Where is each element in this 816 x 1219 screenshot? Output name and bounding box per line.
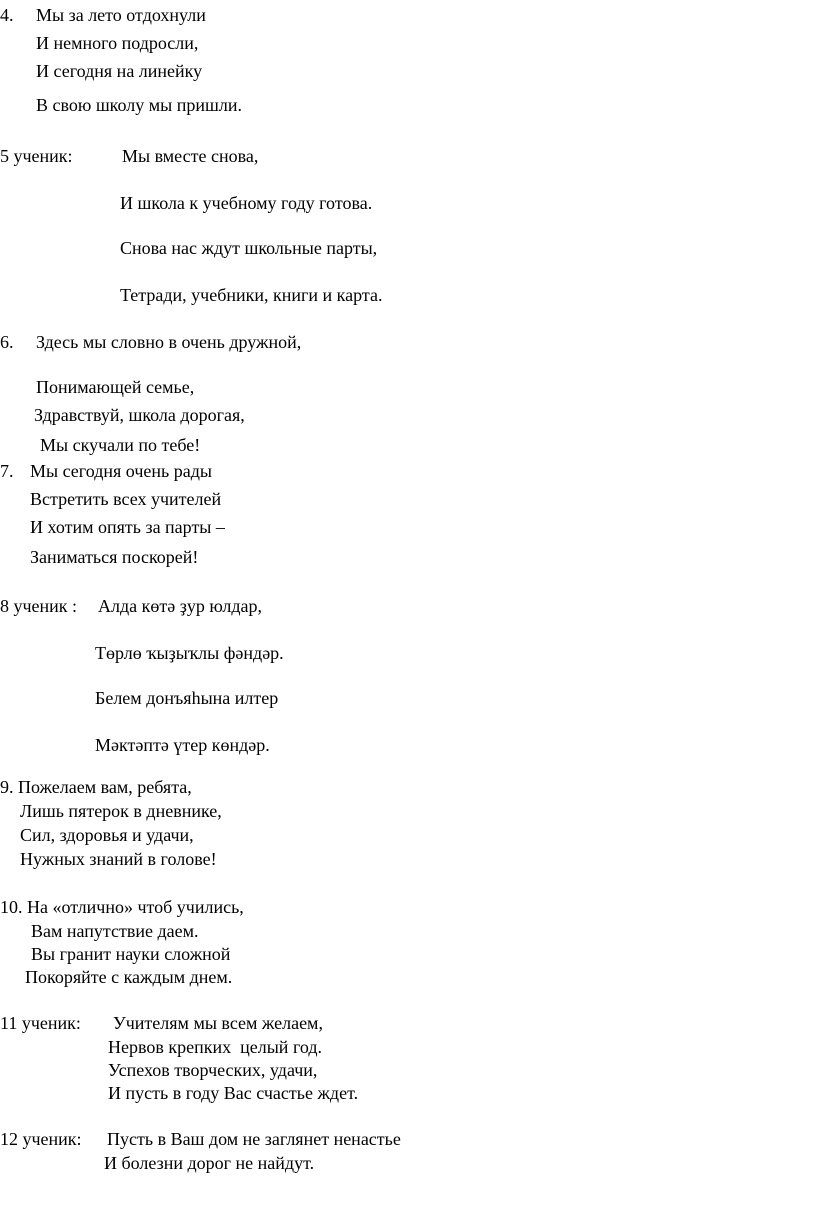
poem-line: Учителям мы всем желаем, xyxy=(113,1013,323,1033)
poem-line: Лишь пятерок в дневнике, xyxy=(20,801,222,821)
poem-line: Мы вместе снова, xyxy=(122,146,259,166)
stanza-number: 7. xyxy=(0,461,14,481)
poem-line: Здесь мы словно в очень дружной, xyxy=(36,332,302,352)
poem-line: Мы скучали по тебе! xyxy=(40,435,201,455)
poem-line: Вам напутствие даем. xyxy=(31,921,199,941)
poem-line: Пусть в Ваш дом не заглянет ненастье xyxy=(107,1129,401,1149)
stanza-number: 4. xyxy=(0,5,14,25)
poem-line: И немного подросли, xyxy=(36,33,199,53)
poem-line: Мәктәптә үтер көндәр. xyxy=(95,735,270,755)
poem-line: Тетради, учебники, книги и карта. xyxy=(120,285,383,305)
poem-line: И хотим опять за парты – xyxy=(30,517,225,537)
poem-line: Белем донъяһына илтер xyxy=(95,688,279,708)
poem-line: И болезни дорог не найдут. xyxy=(104,1153,315,1173)
poem-line: Успехов творческих, удачи, xyxy=(108,1060,318,1080)
poem-line: 10. На «отлично» чтоб учились, xyxy=(0,897,244,917)
poem-line: Понимающей семье, xyxy=(36,377,195,397)
poem-line: И школа к учебному году готова. xyxy=(120,193,373,213)
speaker-label: 11 ученик: xyxy=(0,1013,81,1033)
stanza-number: 6. xyxy=(0,332,14,352)
poem-line: 9. Пожелаем вам, ребята, xyxy=(0,777,192,797)
poem-line: Алда көтә ҙур юлдар, xyxy=(98,596,262,616)
poem-line: Мы за лето отдохнули xyxy=(36,5,206,25)
speaker-label: 5 ученик: xyxy=(0,146,73,166)
poem-line: Снова нас ждут школьные парты, xyxy=(120,238,378,258)
poem-line: Покоряйте с каждым днем. xyxy=(25,967,233,987)
poem-line: Здравствуй, школа дорогая, xyxy=(34,405,245,425)
speaker-label: 8 ученик : xyxy=(0,596,78,616)
poem-line: И пусть в году Вас счастье ждет. xyxy=(108,1083,359,1103)
speaker-label: 12 ученик: xyxy=(0,1129,82,1149)
poem-line: Нужных знаний в голове! xyxy=(20,849,217,869)
poem-line: Нервов крепких целый год. xyxy=(108,1037,323,1057)
poem-line: Сил, здоровья и удачи, xyxy=(20,825,194,845)
poem-line: И сегодня на линейку xyxy=(36,61,203,81)
poem-line: Встретить всех учителей xyxy=(30,489,222,509)
poem-line: Заниматься поскорей! xyxy=(30,547,199,567)
poem-line: Төрлө ҡыҙыҡлы фәндәр. xyxy=(95,643,284,663)
poem-line: В свою школу мы пришли. xyxy=(36,95,242,115)
poem-line: Мы сегодня очень рады xyxy=(30,461,212,481)
poem-line: Вы гранит науки сложной xyxy=(31,944,231,964)
